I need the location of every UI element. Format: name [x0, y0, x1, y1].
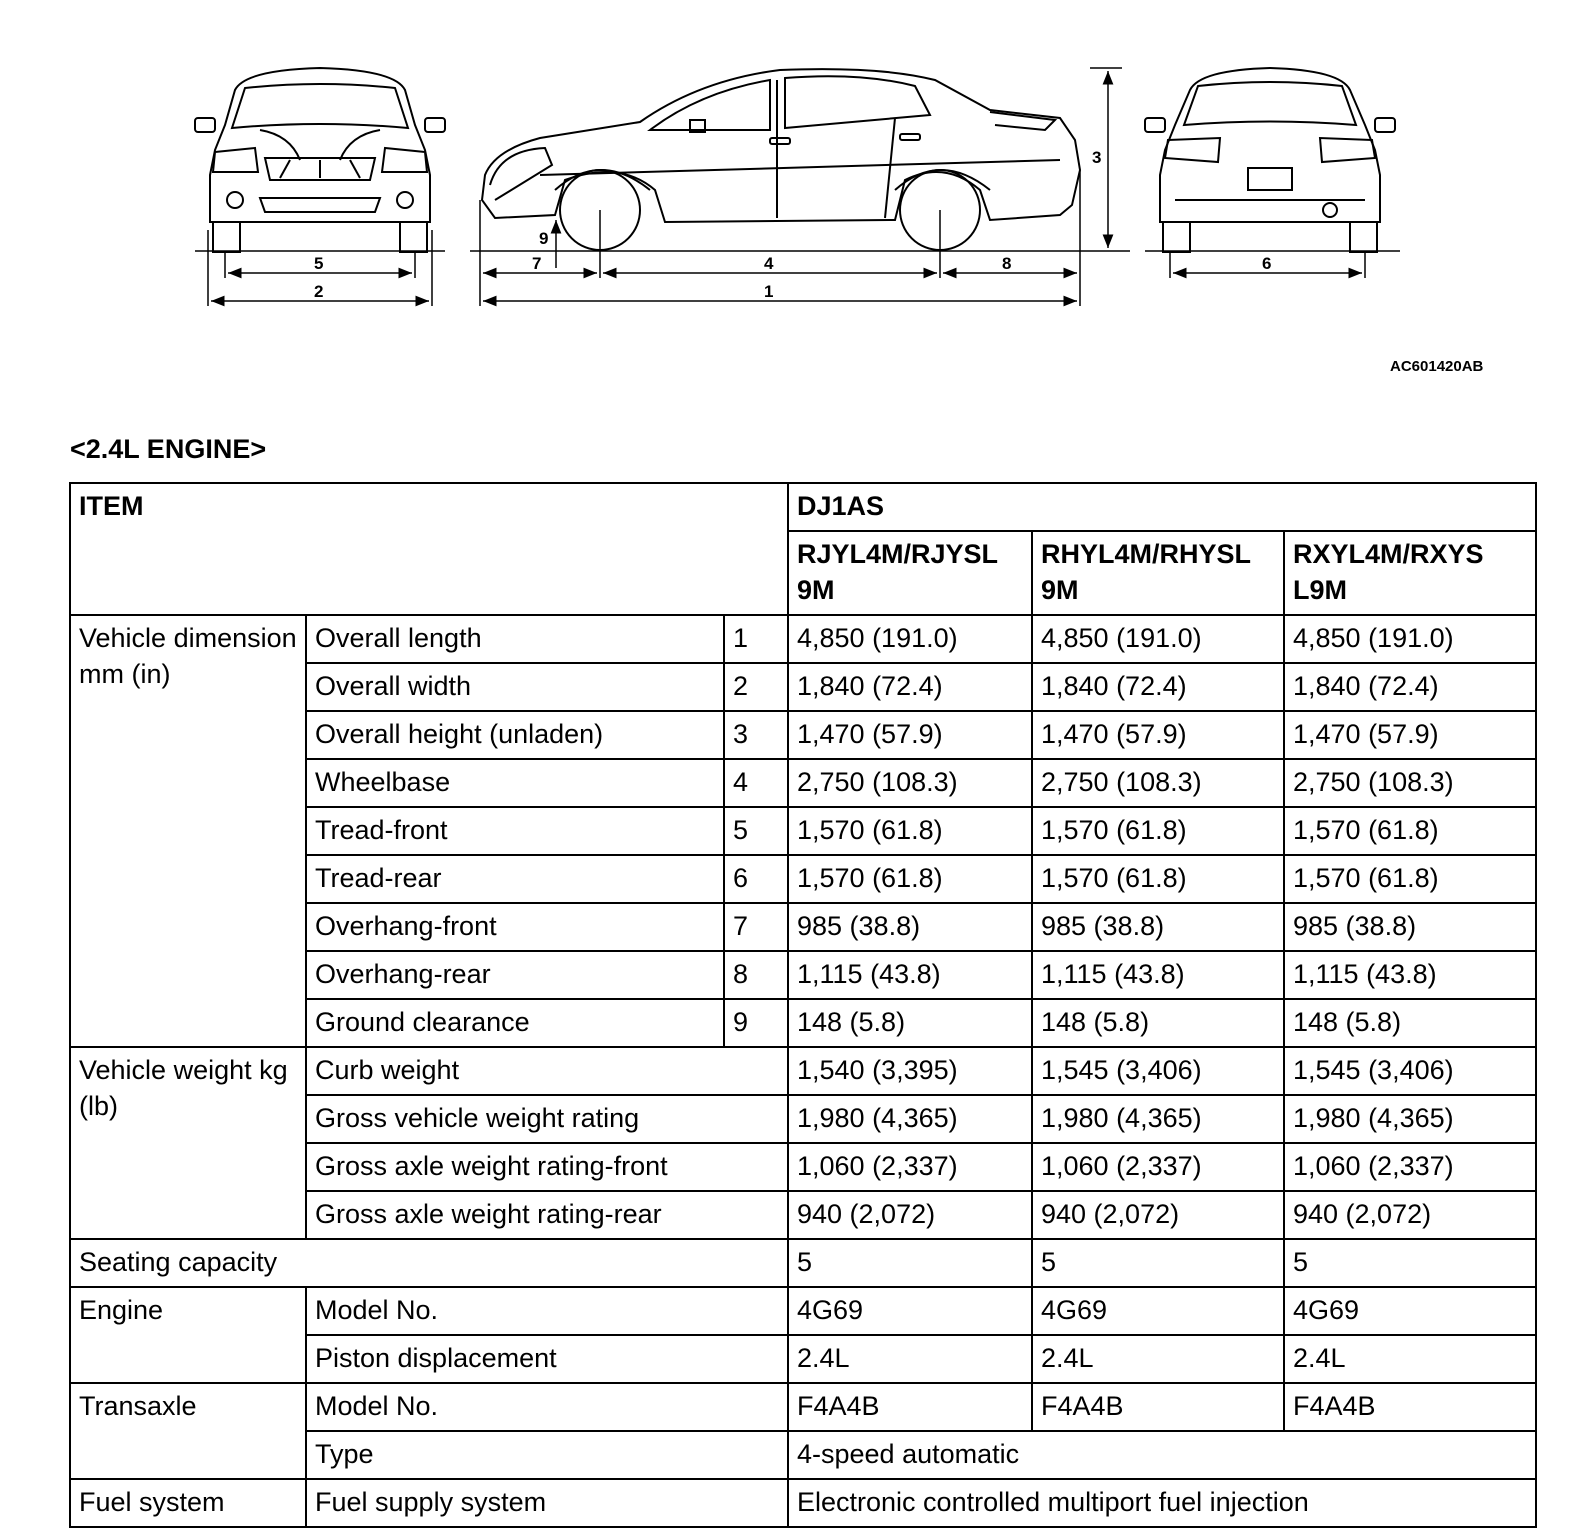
- row-ref: 2: [724, 663, 788, 711]
- cell-value: 1,980 (4,365): [788, 1095, 1032, 1143]
- row-label: Ground clearance: [306, 999, 724, 1047]
- row-ref: 9: [724, 999, 788, 1047]
- cell-value: 1,060 (2,337): [788, 1143, 1032, 1191]
- header-row: [70, 483, 1536, 531]
- cell-value: 1,570 (61.8): [1032, 807, 1284, 855]
- table-row: [70, 1239, 1536, 1287]
- dim-label-6: 6: [1262, 254, 1272, 273]
- cell-value: 1,980 (4,365): [1032, 1095, 1284, 1143]
- row-label: Gross vehicle weight rating: [306, 1095, 788, 1143]
- transaxle-group-label: Transaxle: [70, 1383, 306, 1479]
- cell-value: 148 (5.8): [788, 999, 1032, 1047]
- cell-value: 1,570 (61.8): [1284, 807, 1536, 855]
- dim-label-1: 1: [764, 282, 774, 301]
- row-label: Tread-front: [306, 807, 724, 855]
- figure-id: AC601420AB: [1390, 358, 1484, 375]
- cell-value: 2,750 (108.3): [1284, 759, 1536, 807]
- dim-label-4: 4: [764, 254, 774, 273]
- row-ref: 4: [724, 759, 788, 807]
- dim-label-2: 2: [314, 282, 324, 301]
- cell-value: 1,060 (2,337): [1032, 1143, 1284, 1191]
- cell-value: 1,545 (3,406): [1284, 1047, 1536, 1095]
- cell-value: 2.4L: [788, 1335, 1032, 1383]
- cell-value: F4A4B: [1032, 1383, 1284, 1431]
- row-label: Seating capacity: [70, 1239, 788, 1287]
- table-row: [70, 1047, 1536, 1095]
- dim-label-5: 5: [314, 254, 324, 273]
- cell-value: 4,850 (191.0): [1284, 615, 1536, 663]
- row-ref: 6: [724, 855, 788, 903]
- cell-value: 2,750 (108.3): [1032, 759, 1284, 807]
- cell-value: 5: [1032, 1239, 1284, 1287]
- weight-group-label: Vehicle weight kg (lb): [70, 1047, 306, 1239]
- cell-value: 2.4L: [1032, 1335, 1284, 1383]
- row-label: Overall height (unladen): [306, 711, 724, 759]
- cell-value: 2,750 (108.3): [788, 759, 1032, 807]
- dim-label-8: 8: [1002, 254, 1012, 273]
- engine-group-label: Engine: [70, 1287, 306, 1383]
- cell-value: F4A4B: [788, 1383, 1032, 1431]
- vehicle-dimension-diagram: [0, 0, 1584, 400]
- row-label: Gross axle weight rating-front: [306, 1143, 788, 1191]
- cell-value: 5: [1284, 1239, 1536, 1287]
- cell-value: 985 (38.8): [1032, 903, 1284, 951]
- row-ref: 8: [724, 951, 788, 999]
- cell-value: 1,060 (2,337): [1284, 1143, 1536, 1191]
- cell-value: 1,570 (61.8): [788, 855, 1032, 903]
- cell-value: 5: [788, 1239, 1032, 1287]
- table-row: [70, 1287, 1536, 1335]
- cell-value: 940 (2,072): [788, 1191, 1032, 1239]
- cell-value: 1,840 (72.4): [1032, 663, 1284, 711]
- item-header: ITEM: [70, 483, 788, 615]
- cell-value: 148 (5.8): [1032, 999, 1284, 1047]
- car-side-view: [482, 69, 1080, 250]
- cell-value: F4A4B: [1284, 1383, 1536, 1431]
- cell-value: 1,570 (61.8): [788, 807, 1032, 855]
- row-ref: 1: [724, 615, 788, 663]
- row-label: Curb weight: [306, 1047, 788, 1095]
- cell-value: 985 (38.8): [788, 903, 1032, 951]
- row-label: Fuel supply system: [306, 1479, 788, 1527]
- row-label: Model No.: [306, 1383, 788, 1431]
- model-header-2: RHYL4M/RHYSL 9M: [1032, 531, 1284, 615]
- cell-value: 4,850 (191.0): [1032, 615, 1284, 663]
- cell-value: 4G69: [1032, 1287, 1284, 1335]
- table-row: [70, 1383, 1536, 1431]
- dimension-group-label: Vehicle dimension mm (in): [70, 615, 306, 1047]
- model-group-header: DJ1AS: [788, 483, 1536, 531]
- row-label: Type: [306, 1431, 788, 1479]
- cell-value: Electronic controlled multiport fuel injection: [788, 1479, 1536, 1527]
- row-label: Tread-rear: [306, 855, 724, 903]
- cell-value: 1,980 (4,365): [1284, 1095, 1536, 1143]
- cell-value: 1,470 (57.9): [788, 711, 1032, 759]
- cell-value: 1,540 (3,395): [788, 1047, 1032, 1095]
- car-rear-view: [1145, 68, 1395, 252]
- model-header-3: RXYL4M/RXYS L9M: [1284, 531, 1536, 615]
- cell-value: 1,115 (43.8): [788, 951, 1032, 999]
- row-label: Overall length: [306, 615, 724, 663]
- section-title: <2.4L ENGINE>: [70, 434, 267, 464]
- row-label: Overhang-front: [306, 903, 724, 951]
- cell-value: 1,840 (72.4): [788, 663, 1032, 711]
- cell-value: 940 (2,072): [1032, 1191, 1284, 1239]
- row-label: Overall width: [306, 663, 724, 711]
- cell-value: 940 (2,072): [1284, 1191, 1536, 1239]
- dim-label-9: 9: [539, 229, 549, 248]
- cell-value: 1,570 (61.8): [1032, 855, 1284, 903]
- cell-value: 2.4L: [1284, 1335, 1536, 1383]
- cell-value: 4G69: [1284, 1287, 1536, 1335]
- cell-value: 1,840 (72.4): [1284, 663, 1536, 711]
- row-label: Model No.: [306, 1287, 788, 1335]
- cell-value: 148 (5.8): [1284, 999, 1536, 1047]
- row-label: Overhang-rear: [306, 951, 724, 999]
- row-ref: 5: [724, 807, 788, 855]
- car-front-view: [195, 68, 445, 252]
- row-label: Gross axle weight rating-rear: [306, 1191, 788, 1239]
- cell-value: 4G69: [788, 1287, 1032, 1335]
- cell-value: 1,115 (43.8): [1284, 951, 1536, 999]
- cell-value: 1,470 (57.9): [1032, 711, 1284, 759]
- row-label: Wheelbase: [306, 759, 724, 807]
- model-header-1: RJYL4M/RJYSL 9M: [788, 531, 1032, 615]
- dim-label-3: 3: [1092, 148, 1102, 167]
- specification-table: [69, 482, 1537, 1528]
- table-row: [70, 1479, 1536, 1527]
- table-row: [70, 615, 1536, 663]
- cell-value: 4,850 (191.0): [788, 615, 1032, 663]
- dimension-labels: [314, 148, 1271, 301]
- cell-value: 985 (38.8): [1284, 903, 1536, 951]
- row-label: Piston displacement: [306, 1335, 788, 1383]
- cell-value: 1,570 (61.8): [1284, 855, 1536, 903]
- cell-value: 1,115 (43.8): [1032, 951, 1284, 999]
- cell-value: 1,470 (57.9): [1284, 711, 1536, 759]
- cell-value: 4-speed automatic: [788, 1431, 1536, 1479]
- row-ref: 7: [724, 903, 788, 951]
- dim-label-7: 7: [532, 254, 542, 273]
- fuel-group-label: Fuel system: [70, 1479, 306, 1527]
- cell-value: 1,545 (3,406): [1032, 1047, 1284, 1095]
- row-ref: 3: [724, 711, 788, 759]
